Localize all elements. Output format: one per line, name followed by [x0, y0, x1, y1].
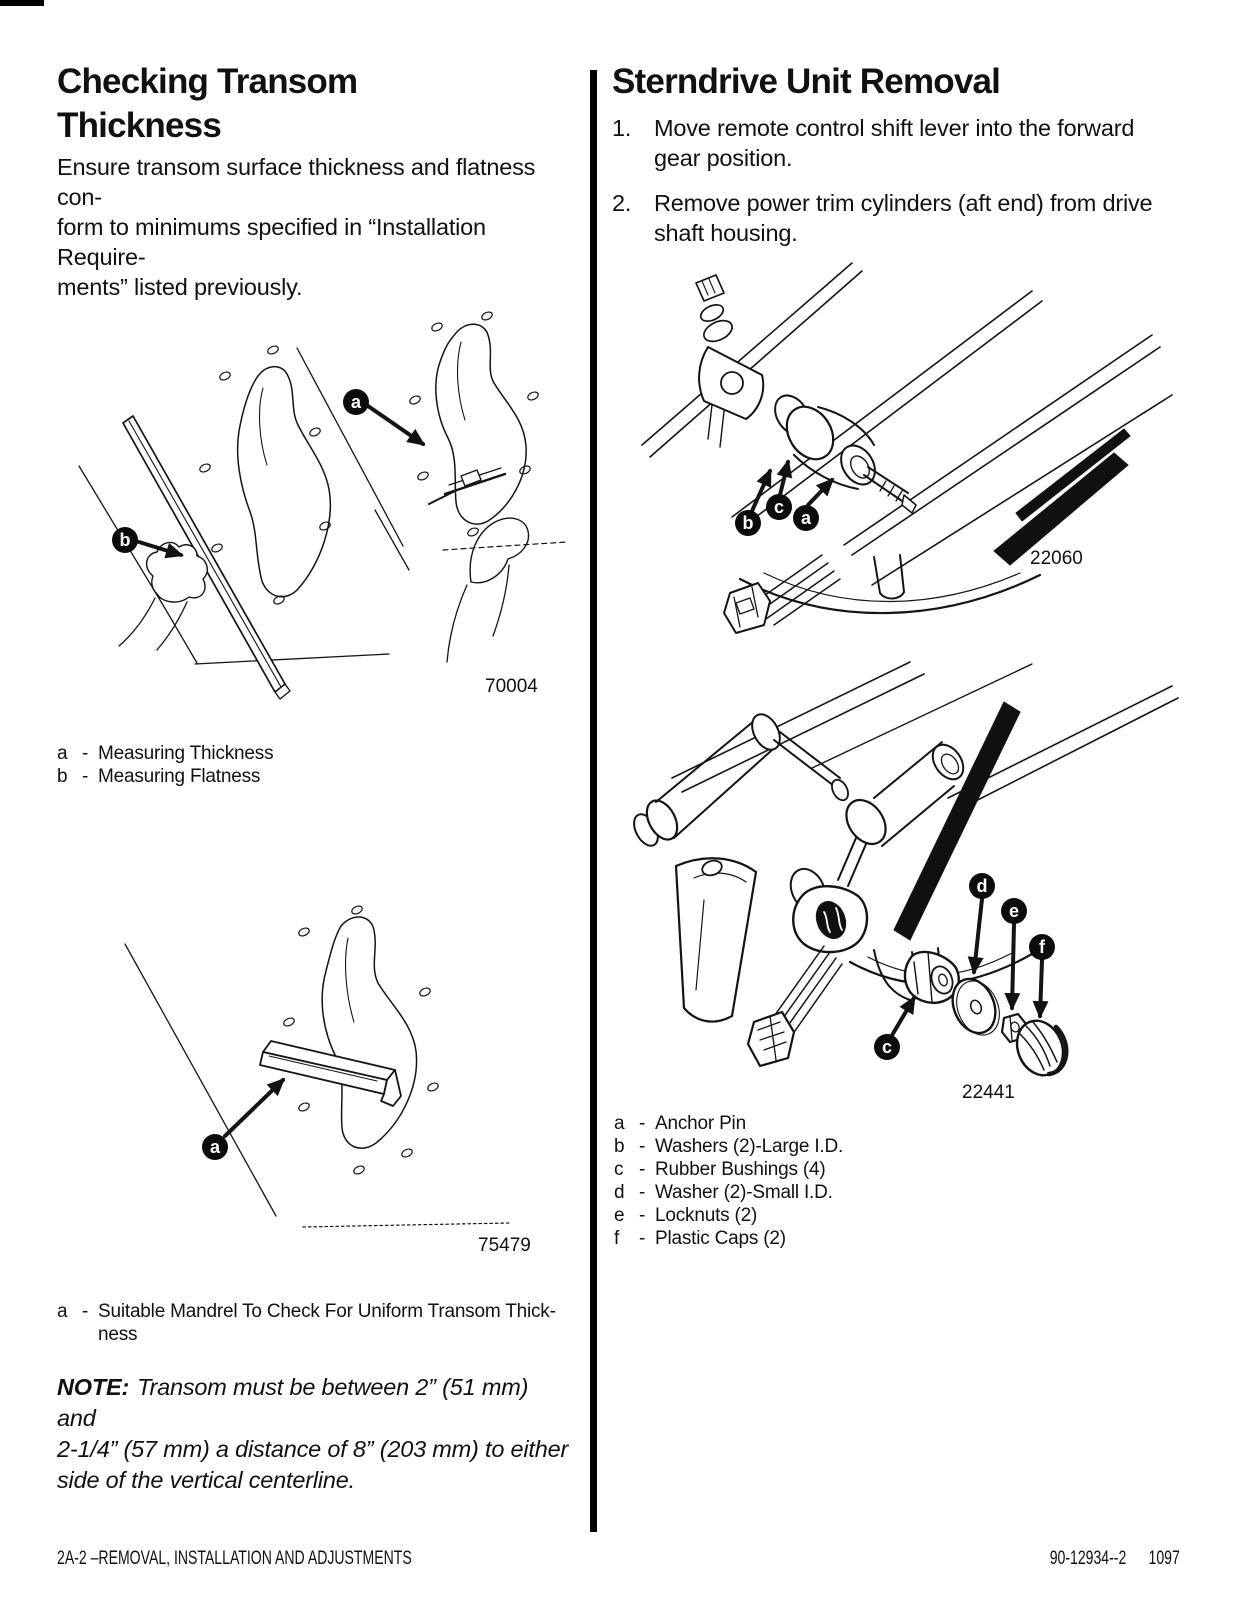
part-dash: -	[639, 1136, 646, 1157]
note-line: 2-1/4” (57 mm) a distance of 8” (203 mm) to either	[57, 1436, 569, 1462]
callout-bubble-d: d	[969, 873, 995, 899]
part-row	[614, 1227, 1164, 1250]
callout-bubble-c: c	[766, 494, 792, 520]
footer-part-code: 90-12934--2	[1049, 1548, 1127, 1569]
step-line: gear position.	[654, 145, 793, 171]
part-row	[614, 1135, 1164, 1158]
part-label: Plastic Caps (2)	[655, 1228, 786, 1249]
part-dash: -	[639, 1159, 646, 1180]
part-dash: -	[639, 1228, 646, 1249]
figure-transom-measuring-illustration	[57, 280, 567, 705]
figure-number: 22441	[962, 1082, 1015, 1103]
figure-number: 22060	[1030, 548, 1083, 569]
callout-bubble-f: f	[1029, 934, 1055, 960]
part-label: Rubber Bushings (4)	[655, 1159, 826, 1180]
part-letter: c	[614, 1159, 624, 1180]
paragraph-line: Ensure transom surface thickness and flatness con-	[57, 154, 536, 210]
figure-transom-mandrel-illustration	[57, 870, 567, 1262]
caption-row	[57, 1300, 557, 1346]
callout-bubble-a: a	[202, 1134, 228, 1160]
column-divider-rule	[590, 70, 597, 1532]
step-item	[612, 113, 1157, 173]
caption-dash: -	[82, 743, 89, 764]
note-text: Transom must be between 2” (51 mm) and	[57, 1374, 529, 1431]
caption-row	[57, 742, 562, 765]
caption-label: Measuring Thickness	[98, 743, 274, 764]
step-number: 1.	[612, 115, 632, 141]
caption-letter: a	[57, 743, 68, 764]
caption-letter: a	[57, 1301, 68, 1322]
step-item	[612, 188, 1157, 248]
part-label: Washers (2)-Large I.D.	[655, 1136, 844, 1157]
note-line	[57, 1372, 572, 1434]
figure-trim-cylinder	[612, 255, 1180, 640]
part-label: Locknuts (2)	[655, 1205, 758, 1226]
part-row	[614, 1181, 1164, 1204]
figure-22441-parts-legend	[614, 1112, 1164, 1250]
caption-row	[57, 765, 562, 788]
part-label: Anchor Pin	[655, 1113, 746, 1134]
figure-anchor-pin-exploded	[612, 650, 1180, 1105]
caption-line: ness	[98, 1324, 138, 1345]
part-dash: -	[639, 1182, 646, 1203]
paragraph-line: ments” listed previously.	[57, 274, 303, 300]
callout-bubble-a: a	[793, 505, 819, 531]
note-label: NOTE:	[57, 1374, 130, 1400]
figure-transom-mandrel	[57, 870, 567, 1262]
callout-bubble-c: c	[874, 1034, 900, 1060]
part-row	[614, 1112, 1164, 1135]
part-row	[614, 1158, 1164, 1181]
figure-number: 75479	[478, 1235, 531, 1256]
figure-trim-cylinder-illustration	[612, 255, 1180, 640]
left-section-heading	[57, 60, 572, 148]
step-line: shaft housing.	[654, 220, 798, 246]
footer-document-number	[1050, 1548, 1180, 1570]
figure-number: 70004	[485, 676, 538, 697]
step-text	[654, 188, 1152, 248]
figure-transom-measuring	[57, 280, 567, 705]
part-dash: -	[639, 1205, 646, 1226]
callout-bubble-a: a	[343, 389, 369, 415]
caption-line: Suitable Mandrel To Check For Uniform Transom Thick-	[98, 1301, 556, 1322]
part-letter: e	[614, 1205, 625, 1226]
footer-chapter-title: 2A-2 –REMOVAL, INSTALLATION AND ADJUSTMENTS	[57, 1548, 412, 1569]
callout-bubble-b: b	[735, 510, 761, 536]
caption-dash: -	[82, 766, 89, 787]
footer-revision-date: 1097	[1148, 1548, 1180, 1569]
caption-dash: -	[82, 1301, 89, 1322]
part-letter: b	[614, 1136, 625, 1157]
step-line: Remove power trim cylinders (aft end) from drive	[654, 190, 1153, 216]
caption-label	[98, 1300, 557, 1346]
figure-75479-caption	[57, 1300, 557, 1346]
step-number: 2.	[612, 190, 632, 216]
right-section-heading: Sterndrive Unit Removal	[612, 62, 1001, 101]
heading-line: Thickness	[57, 106, 221, 145]
procedure-steps	[612, 113, 1157, 263]
scan-corner-mark	[0, 0, 44, 6]
caption-letter: b	[57, 766, 68, 787]
part-letter: f	[614, 1228, 620, 1249]
step-line: Move remote control shift lever into the forward	[654, 115, 1135, 141]
caption-label: Measuring Flatness	[98, 766, 261, 787]
step-text	[654, 113, 1134, 173]
callout-bubble-e: e	[1001, 898, 1027, 924]
figure-70004-captions	[57, 742, 562, 788]
heading-line: Checking Transom	[57, 62, 358, 101]
callout-bubble-b: b	[112, 527, 138, 553]
part-label: Washer (2)-Small I.D.	[655, 1182, 833, 1203]
part-row	[614, 1204, 1164, 1227]
note-paragraph	[57, 1372, 572, 1496]
part-dash: -	[639, 1113, 646, 1134]
note-line: side of the vertical centerline.	[57, 1467, 355, 1493]
paragraph-line: form to minimums specified in “Installation Require-	[57, 214, 486, 270]
part-letter: d	[614, 1182, 625, 1203]
part-letter: a	[614, 1113, 625, 1134]
